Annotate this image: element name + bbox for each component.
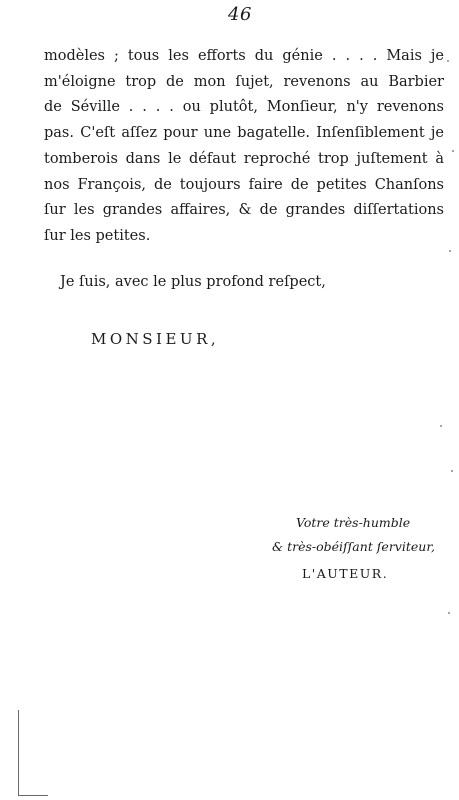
page-number: 46 <box>228 4 252 25</box>
body-paragraph <box>44 44 444 250</box>
paper-speck <box>448 612 450 614</box>
body-line: tomberois dans le défaut reproché trop juſtement à <box>44 150 444 167</box>
closing-formula: Je ſuis, avec le plus profond reſpect, <box>60 274 326 290</box>
paper-speck <box>452 150 454 152</box>
body-line: nos François, de toujours faire de petites Chanſons <box>44 176 444 193</box>
paper-speck <box>451 470 453 472</box>
paper-speck <box>440 425 442 427</box>
body-line: modèles ; tous les efforts du génie . . . . Mais je <box>44 48 444 64</box>
body-line: de Séville . . . . ou plutôt, Monſieur, n'y revenons <box>44 99 444 116</box>
salutation: MONSIEUR, <box>91 330 220 348</box>
margin-rule <box>18 710 19 796</box>
signature-author: L'AUTEUR. <box>302 566 389 581</box>
signature-line-2: & très-obéiſſant ſerviteur, <box>272 539 435 554</box>
margin-rule-bottom <box>18 795 48 796</box>
body-line: m'éloigne trop de mon ſujet, revenons au Barbier <box>44 73 444 90</box>
paper-speck <box>447 60 449 62</box>
signature-line-1: Votre très-humble <box>296 515 411 530</box>
paper-speck <box>449 250 451 252</box>
body-line: ſur les petites. <box>44 227 151 244</box>
body-line: pas. C'eſt aſſez pour une bagatelle. Inſenſiblement je <box>44 125 444 142</box>
body-line: ſur les grandes affaires, & de grandes diſſertations <box>44 202 444 219</box>
